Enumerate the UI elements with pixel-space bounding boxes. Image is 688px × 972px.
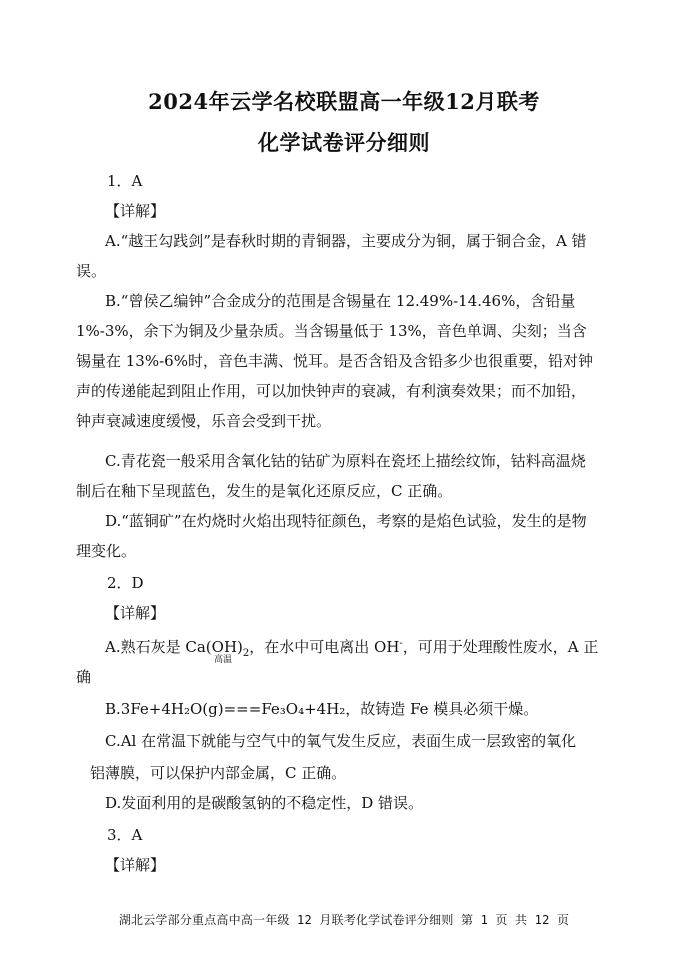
q1-option-b-line2: 1%-3%，余下为铜及少量杂质。当含锡量低于 13%，音色单调、尖刻；当含	[76, 322, 587, 340]
q2-option-a-line1	[105, 636, 598, 659]
q2-option-a-pre: A.熟石灰是 Ca(OH)	[105, 638, 243, 656]
q2-option-c-line1: C.Al 在常温下就能与空气中的氧气发生反应，表面生成一层致密的氧化	[105, 732, 577, 750]
q1-explanation-heading: 【详解】	[105, 202, 166, 220]
q1-option-c-line1: C.青花瓷一般采用含氧化钴的钴矿为原料在瓷坯上描绘纹饰，钴料高温烧	[105, 452, 586, 470]
q1-option-b-line3: 锡量在 13%-6%时，音色丰满、悦耳。是否含铅及含铅多少也很重要，铅对钟	[76, 352, 593, 370]
q2-option-a-sub: 2	[242, 648, 250, 659]
q2-explanation-heading: 【详解】	[105, 604, 166, 622]
q1-option-b-line4: 声的传递能起到阻止作用，可以加快钟声的衰减，有利演奏效果；而不加铅，	[76, 382, 587, 400]
q1-answer: 1．A	[107, 172, 143, 190]
q1-option-b-line1: B.“曾侯乙编钟”合金成分的范围是含锡量在 12.49%-14.46%，含铅量	[105, 292, 576, 310]
q2-option-a-post: ，可用于处理酸性废水，A 正	[402, 638, 599, 656]
q1-option-d-line2: 理变化。	[76, 542, 137, 560]
document-subtitle: 化学试卷评分细则	[258, 130, 430, 155]
q2-option-d-line1: D.发面利用的是碳酸氢钠的不稳定性，D 错误。	[105, 794, 424, 812]
q1-option-c-line2: 制后在釉下呈现蓝色，发生的是氧化还原反应，C 正确。	[76, 482, 453, 500]
q2-answer: 2．D	[107, 574, 144, 592]
document-title: 2024年云学名校联盟高一年级12月联考	[148, 89, 540, 114]
q3-answer: 3．A	[107, 826, 143, 844]
q2-option-c-line2: 铝薄膜，可以保护内部金属，C 正确。	[90, 764, 347, 782]
q1-option-d-line1: D.“蓝铜矿”在灼烧时火焰出现特征颜色，考察的是焰色试验，发生的是物	[105, 512, 587, 530]
q2-option-a-line2: 确	[76, 668, 92, 686]
q1-option-b-line5: 钟声衰减速度缓慢，乐音会受到干扰。	[76, 412, 332, 430]
q1-option-a-line1: A.“越王勾践剑”是春秋时期的青铜器，主要成分为铜，属于铜合金，A 错	[105, 232, 587, 250]
high-temperature-note: 高温	[214, 655, 233, 665]
page-footer: 湖北云学部分重点高中高一年级 12 月联考化学试卷评分细则 第 1 页 共 12 页	[118, 913, 570, 927]
q2-option-b-line1: B.3Fe+4H₂O(g)===Fe₃O₄+4H₂，故铸造 Fe 模具必须干燥。	[105, 700, 539, 718]
q3-explanation-heading: 【详解】	[105, 856, 166, 874]
q2-option-a-mid: ，在水中可电离出 OH	[249, 638, 400, 656]
q2-option-a-sup: -	[399, 638, 403, 649]
q1-option-a-line2: 误。	[76, 262, 107, 280]
